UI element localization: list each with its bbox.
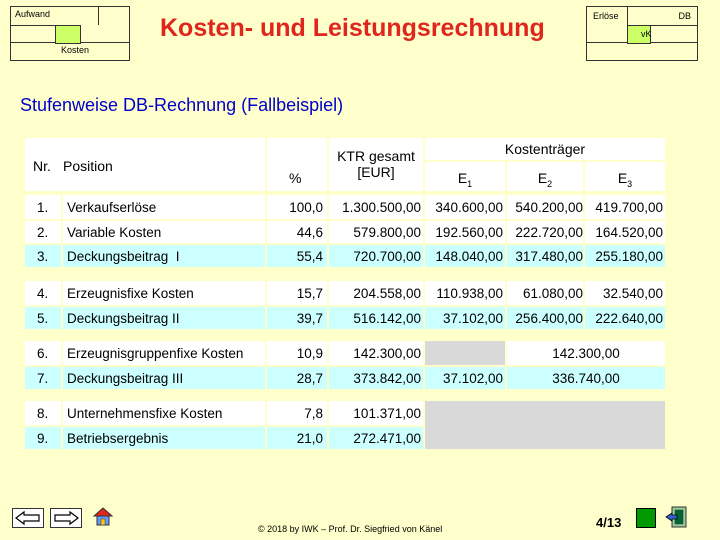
row-2-nr: 2. bbox=[25, 221, 61, 243]
row-5-ktr: 516.142,00 bbox=[329, 307, 423, 329]
row-3-ktr: 720.700,00 bbox=[329, 245, 423, 267]
row-8-pct: 7,8 bbox=[267, 401, 327, 425]
row-5-nr: 5. bbox=[25, 307, 61, 329]
row-3-e1: 148.040,00 bbox=[425, 245, 505, 267]
row-4-nr: 4. bbox=[25, 281, 61, 305]
header-percent-cell bbox=[267, 138, 327, 191]
header-e3-cell bbox=[585, 162, 665, 191]
row-7-ktr: 373.842,00 bbox=[329, 367, 423, 389]
row-9-position: Betriebsergebnis bbox=[63, 427, 265, 449]
row-9-nr: 9. bbox=[25, 427, 61, 449]
erloese-label: Erlöse bbox=[593, 11, 619, 21]
vk-label: vK bbox=[641, 29, 652, 39]
header-nr-position-cell bbox=[25, 138, 265, 191]
arrow-left-icon[interactable] bbox=[12, 508, 44, 528]
footer-copyright: © 2018 by IWK – Prof. Dr. Siegfried von Känel bbox=[258, 524, 443, 534]
row-5-e1: 37.102,00 bbox=[425, 307, 505, 329]
row-6-e23: 142.300,00 bbox=[507, 341, 665, 365]
row-1-position: Verkaufserlöse bbox=[63, 195, 265, 219]
page-number: 4/13 bbox=[596, 515, 622, 530]
header-e1-sub: 1 bbox=[467, 178, 473, 189]
cost-concept-box-left bbox=[10, 6, 130, 61]
row-5-position: Deckungsbeitrag II bbox=[63, 307, 265, 329]
row-8-ktr: 101.371,00 bbox=[329, 401, 423, 425]
row-6-nr: 6. bbox=[25, 341, 61, 365]
section-subtitle: Stufenweise DB-Rechnung (Fallbeispiel) bbox=[20, 95, 344, 115]
row-6-pct: 10,9 bbox=[267, 341, 327, 365]
row-2-e1: 192.560,00 bbox=[425, 221, 505, 243]
header-e2-cell bbox=[507, 162, 583, 191]
row-4-position: Erzeugnisfixe Kosten bbox=[63, 281, 265, 305]
row-5-e2: 256.400,00 bbox=[507, 307, 583, 329]
db-calculation-table bbox=[25, 138, 665, 450]
row-7-position: Deckungsbeitrag III bbox=[63, 367, 265, 389]
row-4-e1: 110.938,00 bbox=[425, 281, 505, 305]
row-2-ktr: 579.800,00 bbox=[329, 221, 423, 243]
arrow-right-icon[interactable] bbox=[50, 508, 82, 528]
row-1-pct: 100,0 bbox=[267, 195, 327, 219]
header-kostentraeger: Kostenträger bbox=[504, 141, 586, 157]
row-4-e2: 61.080,00 bbox=[507, 281, 583, 305]
row-3-e2: 317.480,00 bbox=[507, 245, 583, 267]
header-ktr-cell bbox=[329, 138, 423, 191]
row-4-e3: 32.540,00 bbox=[585, 281, 665, 305]
row-6-ktr: 142.300,00 bbox=[329, 341, 423, 365]
home-icon[interactable] bbox=[92, 505, 114, 527]
row-2-e2: 222.720,00 bbox=[507, 221, 583, 243]
exit-icon[interactable] bbox=[664, 505, 688, 529]
row-8-nr: 8. bbox=[25, 401, 61, 425]
row-3-nr: 3. bbox=[25, 245, 61, 267]
kosten-label: Kosten bbox=[61, 45, 90, 55]
row-3-position: Deckungsbeitrag I bbox=[63, 245, 265, 267]
row-1-e1: 340.600,00 bbox=[425, 195, 505, 219]
row-3-pct: 55,4 bbox=[267, 245, 327, 267]
row-1-e3: 419.700,00 bbox=[585, 195, 665, 219]
row-2-e3: 164.520,00 bbox=[585, 221, 665, 243]
row-9-pct: 21,0 bbox=[267, 427, 327, 449]
rows-8-9-empty-area bbox=[425, 401, 665, 449]
row-5-pct: 39,7 bbox=[267, 307, 327, 329]
header-percent: % bbox=[289, 170, 302, 186]
row-1-ktr: 1.300.500,00 bbox=[329, 195, 423, 219]
green-square-indicator bbox=[636, 508, 656, 528]
row-5-e3: 222.640,00 bbox=[585, 307, 665, 329]
row-8-position: Unternehmensfixe Kosten bbox=[63, 401, 265, 425]
header-e3-sub: 3 bbox=[627, 178, 633, 189]
row-3-e3: 255.180,00 bbox=[585, 245, 665, 267]
row-7-nr: 7. bbox=[25, 367, 61, 389]
header-kostentraeger-cell bbox=[425, 138, 665, 160]
row-4-pct: 15,7 bbox=[267, 281, 327, 305]
header-e2-sub: 2 bbox=[547, 178, 553, 189]
header-ktr-line2: [EUR] bbox=[357, 164, 395, 180]
row-2-pct: 44,6 bbox=[267, 221, 327, 243]
page-title: Kosten- und Leistungsrechnung bbox=[160, 14, 545, 42]
row-7-e23: 336.740,00 bbox=[507, 367, 665, 389]
row-9-ktr: 272.471,00 bbox=[329, 427, 423, 449]
db-label: DB bbox=[678, 11, 691, 21]
row-7-e1: 37.102,00 bbox=[425, 367, 505, 389]
row-1-nr: 1. bbox=[25, 195, 61, 219]
header-position: Position bbox=[63, 158, 113, 174]
aufwand-label: Aufwand bbox=[15, 9, 51, 19]
row-7-pct: 28,7 bbox=[267, 367, 327, 389]
header-e1-cell bbox=[425, 162, 505, 191]
header-e2: E bbox=[537, 170, 548, 186]
header-e3: E bbox=[617, 170, 628, 186]
header-ktr-line1: KTR gesamt bbox=[337, 148, 415, 164]
header-e1: E bbox=[457, 170, 468, 186]
revenue-concept-box-right bbox=[586, 6, 698, 61]
row-4-ktr: 204.558,00 bbox=[329, 281, 423, 305]
header-nr: Nr. bbox=[33, 158, 51, 174]
kosten-highlight-cell bbox=[55, 25, 81, 44]
row-6-e1-empty bbox=[425, 341, 505, 365]
row-6-position: Erzeugnisgruppenfixe Kosten bbox=[63, 341, 265, 365]
row-2-position: Variable Kosten bbox=[63, 221, 265, 243]
row-1-e2: 540.200,00 bbox=[507, 195, 583, 219]
